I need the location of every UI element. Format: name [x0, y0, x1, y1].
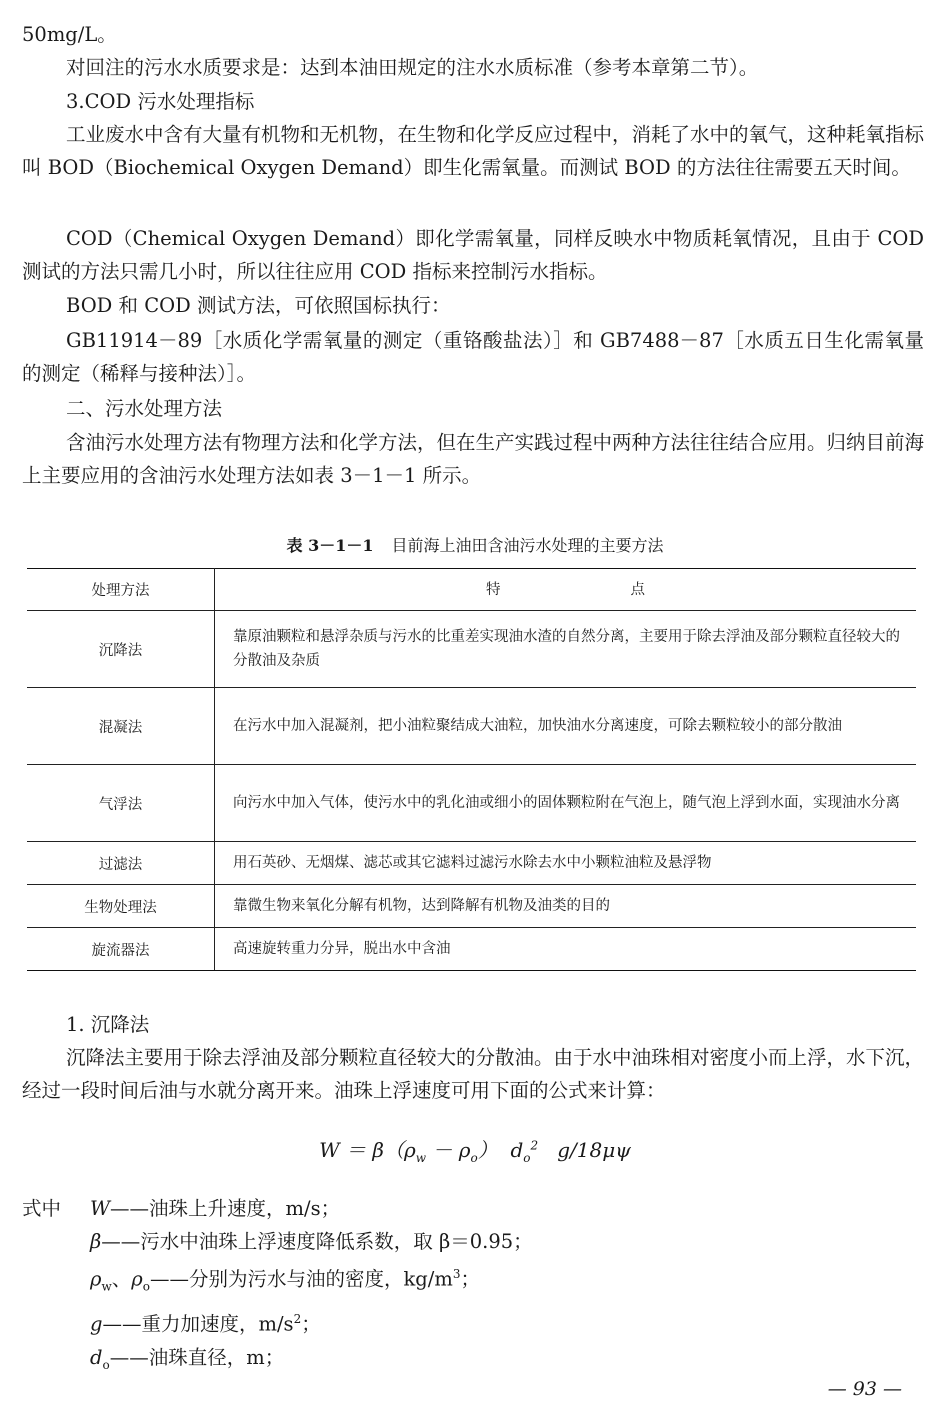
table-row [27, 928, 916, 971]
settling-velocity-formula: $W = \beta(\rho_w - \rho_o)$ $d_o^2$ g/18μψ [319, 1138, 631, 1165]
symbol-definition: β——污水中油珠上浮速度降低系数，取 β＝0.95； [90, 1230, 533, 1253]
method-cell: 沉降法 [27, 611, 215, 688]
table-row [27, 688, 916, 765]
symbol-definition: g——重力加速度，$m/s^2$； [90, 1312, 321, 1336]
method-cell: 旋流器法 [27, 928, 215, 971]
paragraph: COD（Chemical Oxygen Demand）即化学需氧量，同样反映水中物质耗氧情况，且由于 COD 测试的方法只需几小时，所以往往应用 COD 指标来控制污水指标。 [22, 227, 924, 283]
table-row [27, 842, 916, 885]
method-cell: 生物处理法 [27, 885, 215, 928]
symbol-definition: $\rho_w$、$\rho_o——$分别为污水与油的密度，$kg/m^3$； [90, 1267, 480, 1294]
page-number: — 93 — [827, 1378, 902, 1400]
table-row [27, 611, 916, 688]
paragraph: 工业废水中含有大量有机物和无机物，在生物和化学反应过程中，消耗了水中的氧气，这种耗氧指标叫 BOD（Biochemical Oxygen Demand）即生化需氧量。而测试 BOD 的方法往往需要五天时间。 [22, 123, 925, 179]
table-caption-number: 表 3－1－1 [286, 536, 374, 555]
method-cell: 气浮法 [27, 765, 215, 842]
method-cell: 混凝法 [27, 688, 215, 765]
paragraph: BOD 和 COD 测试方法，可依照国标执行： [66, 294, 451, 317]
table-header-row [27, 569, 916, 611]
header-feature: 特 点 [215, 569, 917, 611]
table-row [27, 885, 916, 928]
paragraph: 50mg/L。 [22, 23, 117, 46]
paragraph: 含油污水处理方法有物理方法和化学方法，但在生产实践过程中两种方法往往结合应用。归纳目前海上主要应用的含油污水处理方法如表 3－1－1 所示。 [22, 431, 925, 487]
methods-table [27, 568, 916, 971]
symbol-definition: 式中 W——油珠上升速度，m/s； [22, 1192, 533, 1225]
feature-cell: 向污水中加入气体，使污水中的乳化油或细小的固体颗粒附在气泡上，随气泡上浮到水面，实现油水分离 [215, 765, 917, 842]
table-caption-title: 目前海上油田含油污水处理的主要方法 [391, 536, 664, 555]
method-cell: 过滤法 [27, 842, 215, 885]
symbol-definition: $d_o——$油珠直径，m； [90, 1345, 285, 1372]
header-method: 处理方法 [27, 569, 215, 611]
section-heading: 1. 沉降法 [66, 1013, 150, 1036]
symbol-prefix: 式中 [22, 1197, 62, 1220]
table-caption [0, 533, 950, 556]
feature-cell: 高速旋转重力分异，脱出水中含油 [215, 928, 917, 971]
paragraph: GB11914－89［水质化学需氧量的测定（重铬酸盐法）］和 GB7488－87［水质五日生化需氧量的测定（稀释与接种法）］。 [22, 329, 924, 385]
feature-cell: 靠微生物来氧化分解有机物，达到降解有机物及油类的目的 [215, 885, 917, 928]
section-heading: 3.COD 污水处理指标 [66, 90, 255, 113]
feature-cell: 用石英砂、无烟煤、滤芯或其它滤料过滤污水除去水中小颗粒油粒及悬浮物 [215, 842, 917, 885]
feature-cell: 靠原油颗粒和悬浮杂质与污水的比重差实现油水渣的自然分离，主要用于除去浮油及部分颗粒直径较大的分散油及杂质 [215, 611, 917, 688]
feature-cell: 在污水中加入混凝剂，把小油粒聚结成大油粒，加快油水分离速度，可除去颗粒较小的部分散油 [215, 688, 917, 765]
paragraph: 沉降法主要用于除去浮油及部分颗粒直径较大的分散油。由于水中油珠相对密度小而上浮，水下沉，经过一段时间后油与水就分离开来。油珠上浮速度可用下面的公式来计算： [22, 1046, 925, 1102]
section-heading: 二、污水处理方法 [66, 397, 223, 420]
paragraph: 对回注的污水水质要求是：达到本油田规定的注水水质标准（参考本章第二节）。 [66, 56, 759, 79]
table-row [27, 765, 916, 842]
symbol-definitions [22, 1192, 533, 1382]
